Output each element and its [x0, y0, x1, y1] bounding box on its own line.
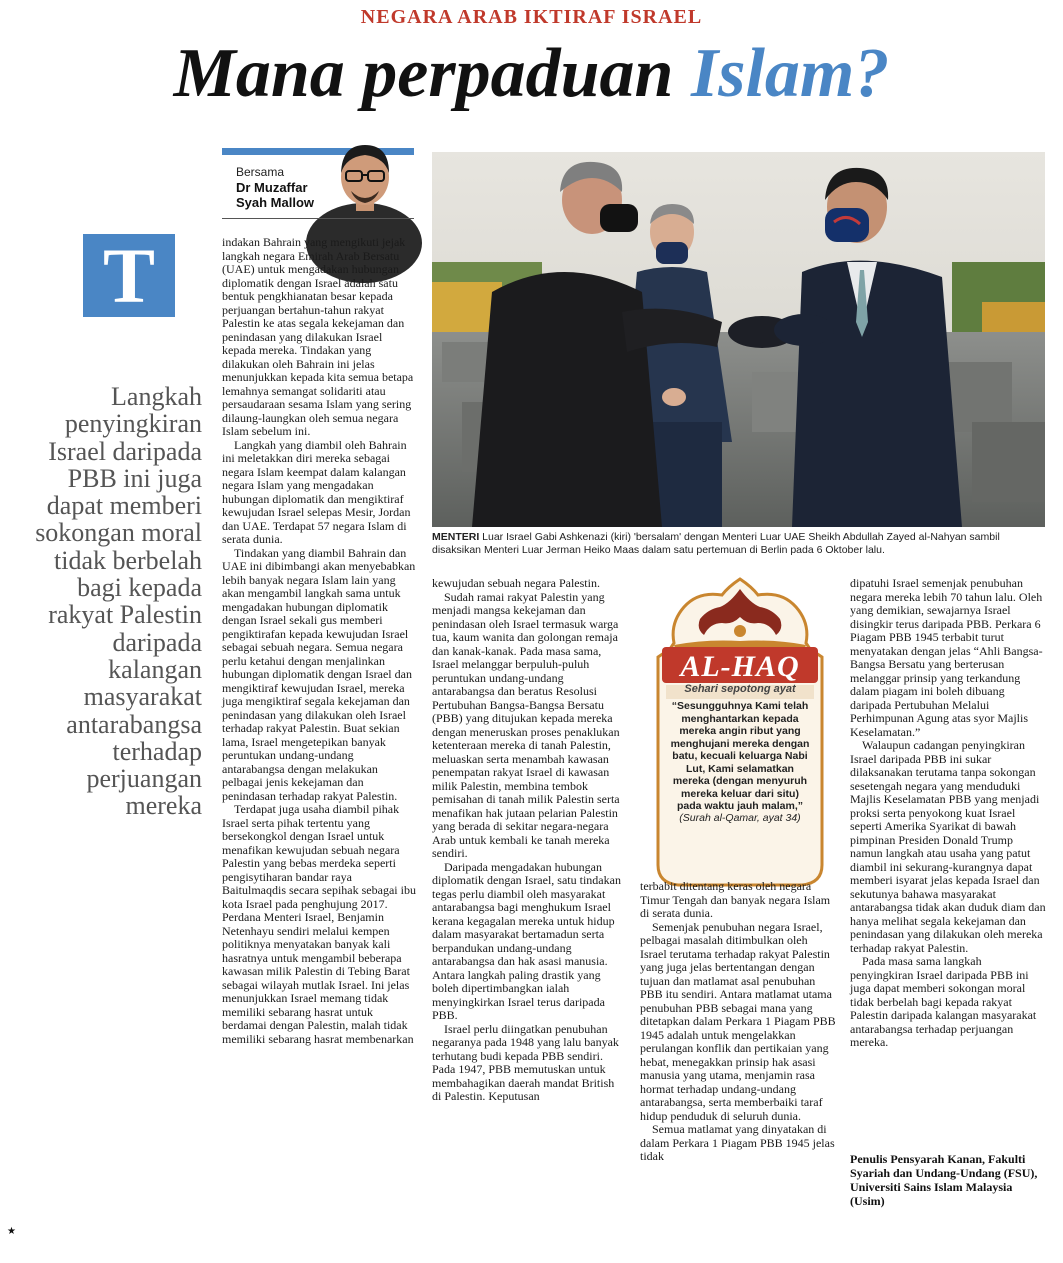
verse-reference: (Surah al-Qamar, ayat 34) [679, 812, 801, 824]
paragraph: terbabit ditentang keras oleh negara Timur Tengah dan banyak negara Islam di serata dunia. [640, 879, 831, 920]
paragraph: Terdapat juga usaha diambil pihak Israel serta pihak tertentu yang bersekongkol dengan Israel untuk menafikan kewujudan sebuah negara Palestin yang bebas merdeka seperti pengisytiharan bandar raya Baitulmaqdis secara sepihak sebagai ibu kota Israel pada penghujung 2017. Perdana Menteri Israel, Benjamin Netenhayu sendiri melalui kempen politiknya menyatakan banyak kali hasratnya untuk mengambil beberapa kawasan milik Palestin di Tebing Barat sebagai wilayah mutlak Israel. Ini jelas menunjukkan Israel memang tidak memiliki sebarang hasrat untuk berdamai dengan Palestin, malah tidak memiliki sebarang hasrat membenarkan [222, 802, 416, 1046]
paragraph: kewujudan sebuah negara Palestin. [432, 576, 600, 590]
byline-name-line1: Dr Muzaffar [236, 180, 308, 195]
alhaq-subtitle: Sehari sepotong ayat [684, 683, 796, 695]
article-column-2 [432, 577, 622, 1217]
star-marker: ★ [7, 1226, 16, 1237]
paragraph: Walaupun cadangan penyingkiran Israel daripada PBB ini sukar dilaksanakan terutama tanpa sokongan sesetengah negara yang menduduki Majlis Keselamatan PBB yang menjadi proksi serta penyokong kuat Israel seperti Amerika Syarikat di bawah pimpinan Presiden Donald Trump namun langkah atau usaha yang patut diambil ini sekurang-kurangnya dapat memberi isyarat jelas kepada Israel dan sekutunya bahawa masyarakat antarabangsa tidak akan duduk diam dan hanya melihat segala kekejaman dan penindasan yang dilakukan oleh mereka terhadap rakyat Palestin. [850, 738, 1046, 955]
paragraph: Tindakan yang diambil Bahrain dan UAE ini dibimbangi akan menyebabkan lebih banyak negara Islam lain yang akan mengambil langkah sama untuk mengadakan hubungan diplomatik dengan Israel sekali gus memberi pengiktirafan kepada kewujudan Israel sebagai sebuah negara. Semua negara perlu ketahui dengan menjalinkan hubungan diplomatik dengan Israel dan mengiktiraf kewujudan Israel, mereka juga mengiktiraf segala kekejaman dan penindasan yang dilakukan oleh Israel terhadap rakyat Palestin. Buat sekian lama, Israel mengetepikan banyak peruntukan undang-undang antarabangsa dengan melakukan pelbagai jenis kekejaman dan penindasan terhadap rakyat Palestin. [222, 545, 416, 803]
paragraph: Sudah ramai rakyat Palestin yang menjadi mangsa kekejaman dan penindasan oleh Israel termasuk warga tua, kaum wanita dan golongan remaja dan kanak-kanak. Pada masa sama, Israel melanggar berpuluh-puluh peruntukan undang-undang antarabangsa dan beratus Resolusi Pertubuhan Bangsa-Bangsa Bersatu (PBB) yang ditujukan kepada mereka dengan meneruskan proses penaklukan ketenteraan mereka di tanah Palestin, meluaskan serta menambah kawasan penempatan rakyat Israel di kawasan milik Palestin, membina tembok pemisahan di tanah milik Palestin serta menafikan hak jutaan pelarian Palestin yang berada di sekitar negara-negara Arab untuk kembali ke tanah mereka sendiri. [432, 589, 620, 860]
byline-name [236, 180, 314, 210]
paragraph: indakan Bahrain yang mengikuti jejak langkah negara Emirah Arab Bersatu (UAE) untuk mengadakan hubungan diplomatik dengan Israel adalah satu bentuk pengkhianatan besar kepada perjuangan bertahun-tahun rakyat Palestin ke atas segala kekejaman dan penindasan yang dilakukan Israel kepada mereka. Tindakan yang dilakukan oleh Bahrain ini jelas menunjukkan kepada kita semua betapa lemahnya semangat solidariti atau persaudaraan sesama Islam yang sering dilaung-laungkan oleh semua negara Islam sebelum ini. [222, 235, 414, 438]
paragraph: dipatuhi Israel semenjak penubuhan negara mereka lebih 70 tahun lalu. Oleh yang demikian, sewajarnya Israel disingkir terus daripada PBB. Perkara 6 Piagam PBB 1945 terbabit turut menyatakan dengan jelas “Ahli Bangsa-Bangsa Bersatu yang berterusan melanggar prinsip yang terkandung dalam piagam ini boleh dibuang daripada Pertubuhan Melalui Perhimpunan Agung atas syor Majlis Keselamatan.” [850, 576, 1043, 739]
drop-cap: T [83, 234, 175, 317]
headline-accent: Islam? [690, 35, 890, 112]
author-note: Penulis Pensyarah Kanan, Fakulti Syariah dan Undang-Undang (FSU), Universiti Sains Islam Malaysia (Usim) [850, 1152, 1038, 1208]
paragraph: Langkah yang diambil oleh Bahrain ini meletakkan diri mereka sebagai negara Islam keempat dalam kalangan negara Islam yang mengadakan hubungan diplomatik dan mengiktiraf kewujudan Israel selepas Mesir, Jordan dan UAE. Terdapat 57 negara Islam di serata dunia. [222, 437, 411, 546]
paragraph: Israel perlu diingatkan penubuhan negaranya pada 1948 yang lalu banyak terhutang budi kepada PBB sendiri. Pada 1947, PBB memutuskan untuk membahagikan daerah mandat British di Palestin. Keputusan [432, 1021, 619, 1103]
headline-main: Mana perpaduan [173, 35, 691, 112]
paragraph: Daripada mengadakan hubungan diplomatik dengan Israel, satu tindakan tegas perlu diambil oleh masyarakat antarabangsa bagi menghukum Israel kerana kegagalan mereka untuk hidup dalam masyarakat bertamadun serta berpandukan undang-undang antarabangsa dan hak asasi manusia. Antara langkah paling drastik yang boleh dipertimbangkan ialah menyingkirkan Israel terus daripada PBB. [432, 859, 621, 1022]
paragraph: Semenjak penubuhan negara Israel, pelbagai masalah ditimbulkan oleh Israel terutama terhadap rakyat Palestin yang juga jelas bertentangan dengan tujuan dan matlamat asal penubuhan PBB itu sendiri. Antara matlamat utama penubuhan PBB sebagai mana yang ditetapkan dalam Perkara 1 Piagam PBB 1945 adalah untuk mengelakkan perulangan konflik dan pertikaian yang hebat, menegakkan prinsip hak asasi manusia yang utama, menjamin rasa hormat terhadap undang-undang antarabangsa, serta memberbaiki taraf hidup penduduk di seluruh dunia. [640, 919, 836, 1123]
headline [0, 34, 1063, 114]
quran-verse: “Sesungguhnya Kami telah menghantarkan kepada mereka angin ribut yang menghujani mereka dengan batu, kecuali keluarga Nabi Lut, Kami selamatkan mereka (dengan menyuruh mereka keluar dari situ) pada waktu jauh malam,” [670, 700, 810, 812]
article-column-3 [640, 880, 836, 1217]
byline-prefix: Bersama [236, 165, 285, 179]
section-kicker: NEGARA ARAB IKTIRAF ISRAEL [360, 6, 703, 28]
news-photo [432, 152, 1045, 527]
caption-lead: MENTERI [432, 531, 480, 543]
paragraph: Pada masa sama langkah penyingkiran Israel daripada PBB ini juga dapat memberi sokongan moral tidak berbelah bagi kepada rakyat Palestin daripada kalangan masyarakat antarabangsa terhadap perjuangan mereka. [850, 954, 1037, 1049]
article-column-1 [222, 236, 416, 1219]
author-portrait [318, 133, 410, 220]
photo-caption [432, 531, 1047, 557]
caption-text: Luar Israel Gabi Ashkenazi (kiri) 'bersalam' dengan Menteri Luar UAE Sheikh Abdullah Zayed al-Nahyan sambil disaksikan Menteri Luar Jerman Heiko Maas dalam satu pertemuan di Berlin pada 6 Oktober lalu. [432, 531, 1000, 556]
alhaq-title: AL-HAQ [680, 650, 800, 683]
pull-quote: Langkah penyingkiran Israel daripada PBB ini juga dapat memberi sokongan moral tidak berbelah bagi kepada rakyat Palestin daripada kalangan masyarakat antarabangsa terhadap perjuangan mereka [35, 382, 202, 821]
paragraph: Semua matlamat yang dinyatakan di dalam Perkara 1 Piagam PBB 1945 jelas tidak [640, 1122, 835, 1163]
article-column-4 [850, 576, 1046, 1049]
byline-rule [222, 218, 414, 219]
byline-name-line2: Syah Mallow [236, 195, 315, 210]
